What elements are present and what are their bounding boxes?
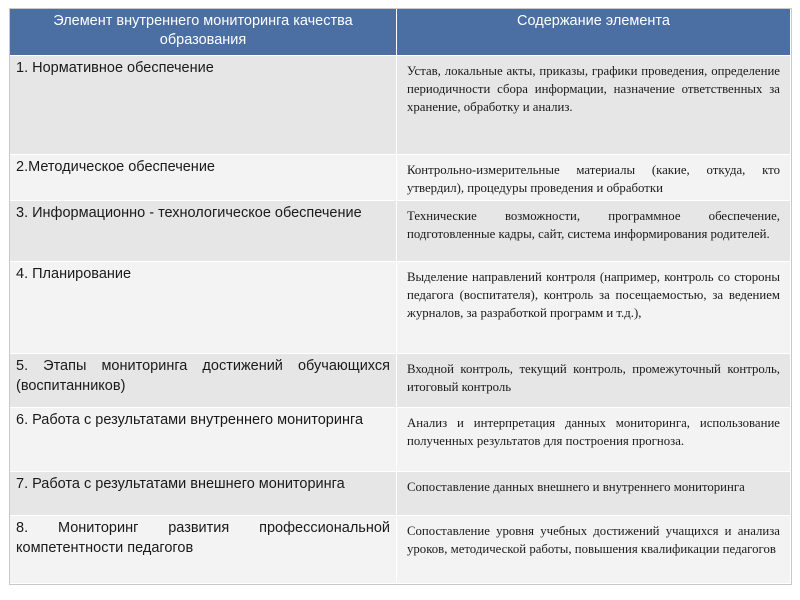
row-7-content: Сопоставление данных внешнего и внутреннего мониторинга: [397, 472, 791, 516]
row-3-content: Технические возможности, программное обеспечение, подготовленные кадры, сайт, система информирования родителей.: [397, 201, 791, 262]
header-cell-content: Содержание элемента: [397, 9, 791, 56]
row-4-content: Выделение направлений контроля (например, контроль со стороны педагога (воспитателя), контроль за посещаемостью, за ведением журналов, за разработкой программ и т.д.),: [397, 262, 791, 354]
row-8-content: Сопоставление уровня учебных достижений учащихся и анализа уроков, методической работы, повышения квалификации педагогов: [397, 516, 791, 584]
header-cell-element: Элемент внутреннего мониторинга качества образования: [10, 9, 397, 56]
row-8-element: 8. Мониторинг развития профессиональной компетентности педагогов: [10, 516, 397, 584]
row-5-element: 5. Этапы мониторинга достижений обучающихся (воспитанников): [10, 354, 397, 408]
row-4-element: 4. Планирование: [10, 262, 397, 354]
row-1-element: 1. Нормативное обеспечение: [10, 56, 397, 155]
row-2-content: Контрольно-измерительные материалы (какие, откуда, кто утвердил), процедуры проведения и обработки: [397, 155, 791, 201]
monitoring-table: [9, 8, 792, 585]
row-3-element: 3. Информационно - технологическое обеспечение: [10, 201, 397, 262]
row-6-content: Анализ и интерпретация данных мониторинга, использование полученных результатов для построения прогноза.: [397, 408, 791, 472]
row-7-element: 7. Работа с результатами внешнего мониторинга: [10, 472, 397, 516]
row-2-element: 2.Методическое обеспечение: [10, 155, 397, 201]
row-5-content: Входной контроль, текущий контроль, промежуточный контроль, итоговый контроль: [397, 354, 791, 408]
row-6-element: 6. Работа с результатами внутреннего мониторинга: [10, 408, 397, 472]
row-1-content: Устав, локальные акты, приказы, графики проведения, определение периодичности сбора информации, назначение ответственных за хранение, обработку и анализ.: [397, 56, 791, 155]
